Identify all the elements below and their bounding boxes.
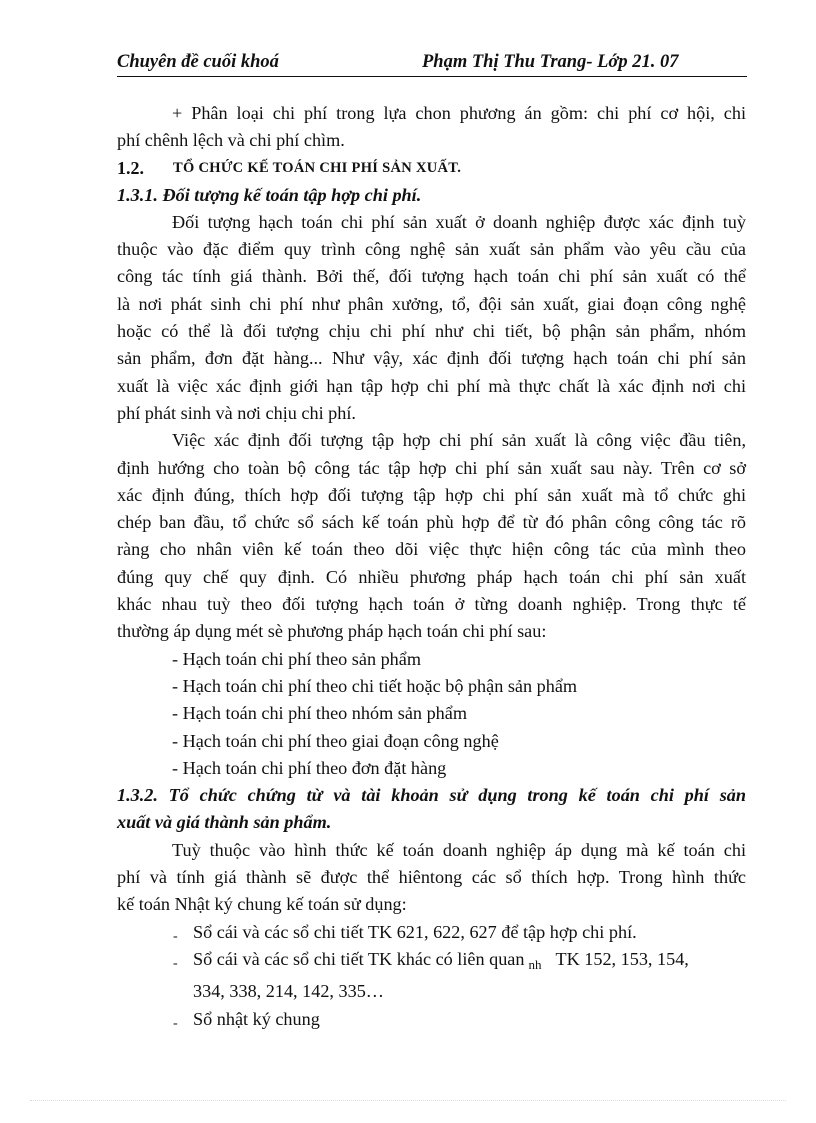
- paragraph-line: Tuỳ thuộc vào hình thức kế toán doanh nghiệp áp dụng mà kế toán chi: [172, 839, 746, 860]
- header-right-author: Phạm Thị Thu Trang- Lớp 21. 07: [422, 52, 679, 72]
- subsection-heading-1-3-2-line-1: 1.3.2. Tổ chức chứng từ và tài khoản sử dụng trong kế toán chi phí sản: [117, 785, 746, 806]
- paragraph-line: thường áp dụng mét sè phương pháp hạch toán chi phí sau:: [117, 621, 547, 642]
- paragraph-line: xuất là việc xác định giới hạn tập hợp chi phí mà thực chất là xác định nơi chi: [117, 375, 746, 396]
- paragraph-line: sản phẩm, đơn đặt hàng... Như vậy, xác định đối tượng hạch toán chi phí sản: [117, 348, 746, 369]
- intro-line-2: phí chênh lệch và chi phí chìm.: [117, 130, 345, 151]
- ledger-list: [117, 919, 746, 1033]
- list-item: - Hạch toán chi phí theo giai đoạn công nghệ: [172, 730, 499, 751]
- paragraph-line: xác định đúng, thích hợp đối tượng tập hợp chi phí sản xuất mà tổ chức ghi: [117, 484, 746, 505]
- list-item: [117, 946, 746, 978]
- paragraph-tuy-thuoc: [117, 837, 746, 919]
- subscript-text: nh: [528, 956, 542, 972]
- subsection-heading-1-3-2-line-2: xuất và giá thành sản phẩm.: [117, 812, 332, 833]
- bullet-marker: -: [173, 955, 178, 971]
- bullet-marker: -: [173, 928, 178, 944]
- paragraph-line: phí và tính giá thành sẽ được thể hiêntong các sổ thích hợp. Trong hình thức: [117, 867, 746, 888]
- paragraph-line: công tác tính giá thành. Bởi thế, đối tượng hạch toán chi phí sản xuất có thể: [117, 266, 746, 287]
- section-number: 1.2.: [117, 157, 144, 178]
- paragraph-line: khác nhau tuỳ theo đối tượng hạch toán ở từng doanh nghiệp. Trong thực tế: [117, 594, 746, 615]
- methods-list: [117, 646, 746, 782]
- header-left-title: Chuyên đề cuối khoá: [117, 52, 279, 72]
- paragraph-line: phí phát sinh và nơi chịu chi phí.: [117, 402, 356, 423]
- list-item-text: 334, 338, 214, 142, 335…: [193, 981, 384, 1002]
- list-item: [117, 1006, 746, 1033]
- paragraph-line: kế toán Nhật ký chung kế toán sử dụng:: [117, 894, 407, 915]
- list-item-text: Sổ cái và các sổ chi tiết TK 621, 622, 627 để tập hợp chi phí.: [193, 921, 637, 942]
- list-item: - Hạch toán chi phí theo đơn đặt hàng: [172, 757, 447, 778]
- paragraph-doi-tuong: [117, 209, 746, 427]
- section-heading-1-2: [117, 155, 746, 182]
- list-item: - Hạch toán chi phí theo chi tiết hoặc bộ phận sản phẩm: [172, 675, 578, 696]
- paragraph-line: Đối tượng hạch toán chi phí sản xuất ở doanh nghiệp được xác định tuỳ: [172, 211, 746, 232]
- page-bottom-divider: [30, 1100, 786, 1101]
- list-item-text: Sổ cái và các sổ chi tiết TK khác có liên quan: [193, 948, 525, 969]
- paragraph-line: hoặc có thể là đối tượng chịu chi phí như chi tiết, bộ phận sản phẩm, nhóm: [117, 321, 746, 342]
- paragraph-line: thuộc vào đặc điểm quy trình công nghệ sản xuất sản phẩm vào yêu cầu của: [117, 239, 746, 260]
- section-title: TỔ CHỨC KẾ TOÁN CHI PHÍ SẢN XUẤT.: [173, 159, 462, 176]
- list-item: - Hạch toán chi phí theo sản phẩm: [172, 648, 421, 669]
- list-item: - Hạch toán chi phí theo nhóm sản phẩm: [172, 703, 467, 724]
- list-item-continuation: [117, 978, 746, 1005]
- bullet-marker: -: [173, 1015, 178, 1031]
- list-item: [117, 919, 746, 946]
- document-body: [117, 100, 746, 1033]
- paragraph-line: là nơi phát sinh chi phí như phân xưởng, tổ, đội sản xuất, giai đoạn công nghệ: [117, 293, 746, 314]
- paragraph-viec-xac-dinh: [117, 427, 746, 645]
- list-item-text: Sổ nhật ký chung: [193, 1008, 320, 1029]
- subsection-heading-1-3-1: 1.3.1. Đối tượng kế toán tập hợp chi phí.: [117, 184, 422, 205]
- paragraph-line: định hướng cho toàn bộ công tác tập hợp chi phí sản xuất sau này. Trên cơ sở: [117, 457, 746, 478]
- paragraph-line: Việc xác định đối tượng tập hợp chi phí sản xuất là công việc đầu tiên,: [172, 430, 746, 451]
- intro-line-1: + Phân loại chi phí trong lựa chon phương án gồm: chi phí cơ hội, chi: [172, 103, 746, 123]
- paragraph-line: đúng quy chế quy định. Có nhiều phương pháp hạch toán chi phí sản xuất: [117, 566, 746, 587]
- paragraph-line: chép ban đầu, tổ chức sổ sách kế toán phù hợp để từ đó phân công công tác rõ: [117, 512, 746, 533]
- page-header: [117, 52, 747, 77]
- list-item-text: TK 152, 153, 154,: [555, 948, 689, 969]
- paragraph-line: ràng cho nhân viên kế toán theo dõi việc thực hiện công tác của mình theo: [117, 539, 746, 560]
